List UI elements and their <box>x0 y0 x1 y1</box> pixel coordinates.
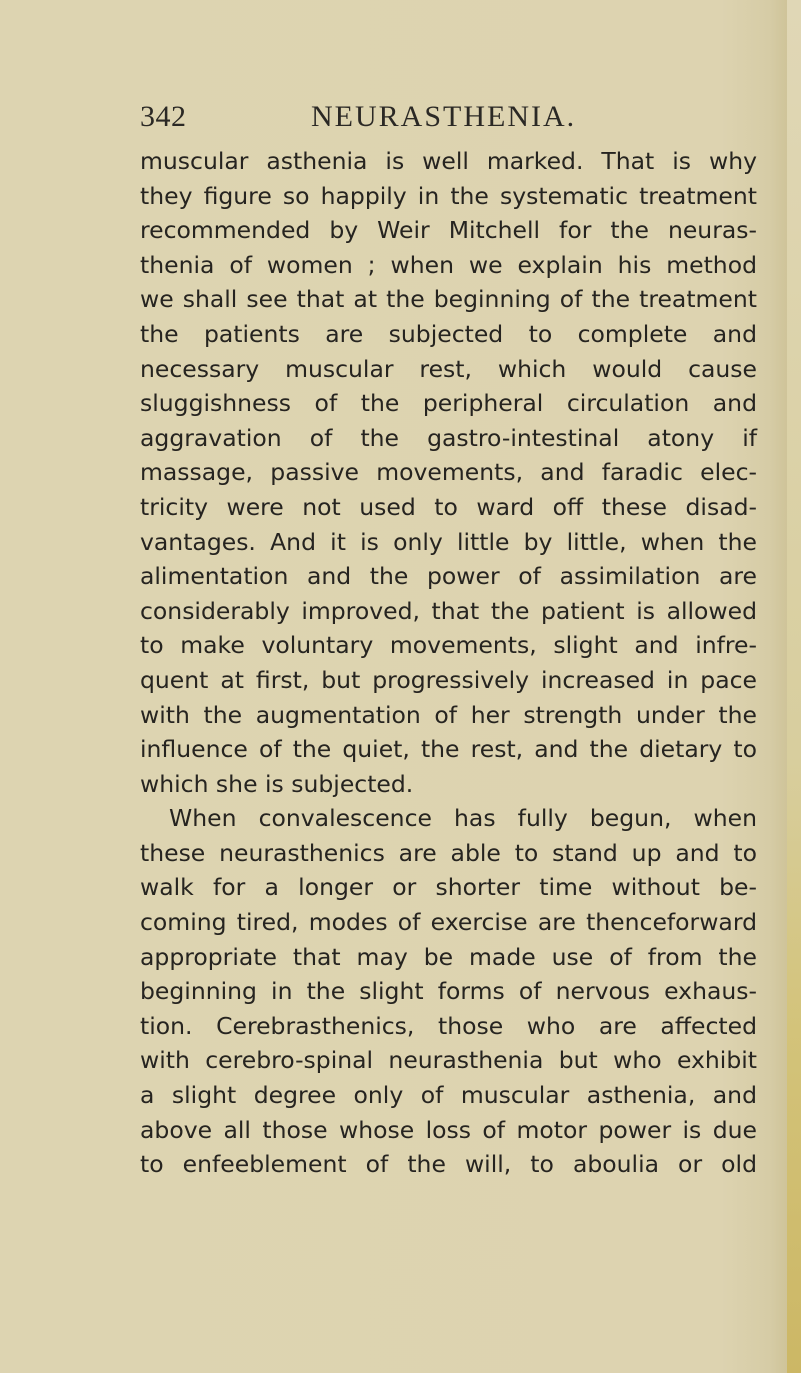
text-line: beginning in the slight forms of nervous exhaus- <box>140 977 757 1006</box>
text-line: recommended by Weir Mitchell for the neuras- <box>140 216 757 245</box>
running-head: NEURASTHENIA. <box>311 100 577 133</box>
paragraph-end-line: which she is subjected. <box>140 769 414 798</box>
text-line: thenia of women ; when we explain his method <box>140 250 757 279</box>
text-line: the patients are subjected to complete and <box>140 319 757 348</box>
text-line: to enfeeblement of the will, to aboulia or old <box>140 1150 757 1179</box>
text-line: necessary muscular rest, which would cause <box>140 354 757 383</box>
text-line: influence of the quiet, the rest, and the dietary to <box>140 735 757 764</box>
text-line: tricity were not used to ward off these disad- <box>140 492 757 521</box>
text-line: these neurasthenics are able to stand up and to <box>140 838 757 867</box>
page-edge <box>787 0 801 1373</box>
text-line: sluggishness of the peripheral circulation and <box>140 389 757 418</box>
text-line: coming tired, modes of exercise are thenceforward <box>140 908 757 937</box>
text-line: they figure so happily in the systematic treatment <box>140 181 757 210</box>
text-line: quent at first, but progressively increased in pace <box>140 665 757 694</box>
text-line: above all those whose loss of motor power is due <box>140 1115 757 1144</box>
body-text <box>140 144 757 1182</box>
text-line: with cerebro-spinal neurasthenia but who exhibit <box>140 1046 757 1075</box>
text-line: considerably improved, that the patient is allowed <box>140 596 757 625</box>
text-line: we shall see that at the beginning of the treatment <box>140 285 757 314</box>
text-line: muscular asthenia is well marked. That is why <box>140 147 757 175</box>
page-header <box>0 100 801 144</box>
text-line: walk for a longer or shorter time without be- <box>140 873 757 902</box>
paragraph-start-line: When convalescence has fully begun, when <box>169 804 757 833</box>
text-line: vantages. And it is only little by little, when the <box>140 527 757 556</box>
text-line: appropriate that may be made use of from the <box>140 942 757 971</box>
text-line: a slight degree only of muscular asthenia, and <box>140 1081 757 1110</box>
page-number: 342 <box>140 100 187 133</box>
text-line: aggravation of the gastro-intestinal atony if <box>140 423 757 452</box>
text-line: to make voluntary movements, slight and infre- <box>140 631 757 660</box>
text-line: massage, passive movements, and faradic elec- <box>140 458 757 487</box>
text-line: tion. Cerebrasthenics, those who are affected <box>140 1011 757 1040</box>
text-line: with the augmentation of her strength under the <box>140 700 757 729</box>
text-line: alimentation and the power of assimilation are <box>140 562 757 591</box>
